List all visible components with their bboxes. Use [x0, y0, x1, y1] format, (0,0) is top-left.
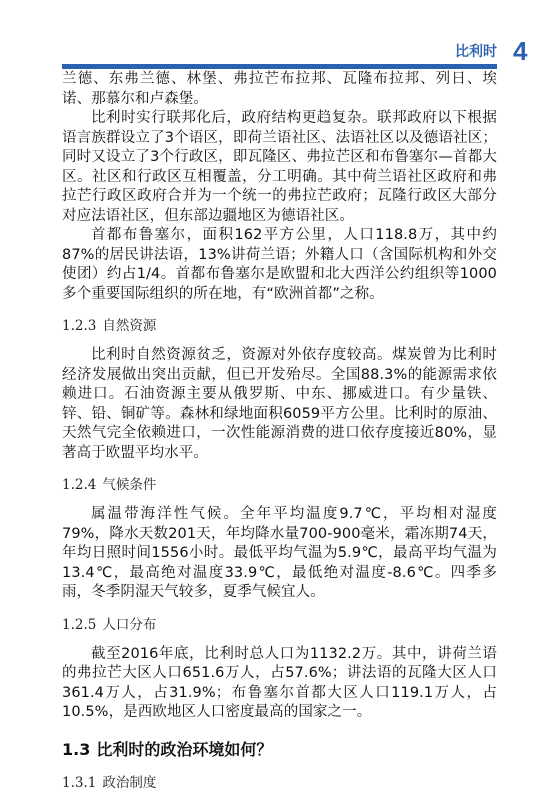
section-heading-political-environment [62, 739, 497, 761]
subsection-heading-political-system [62, 774, 497, 792]
paragraph-brussels: 首都布鲁塞尔，面积162平方公里，人口118.8万，其中约87%的居民讲法语，13%讲荷兰语；外籍人口（含国际机构和外交使团）约占1/4。首都布鲁塞尔是欧盟和北大西洋公约组织等1000多个重要国际组织的所在地，有“欧洲首都”之称。 [62, 227, 497, 302]
paragraph-federal-structure: 比利时实行联邦化后，政府结构更趋复杂。联邦政府以下根据语言族群设立了3个语区，即荷兰语社区、法语社区以及德语社区；同时又设立了3个行政区，即瓦隆区、弗拉芒区和布鲁塞尔—首都大区。社区和行政区互相覆盖，分工明确。其中荷兰语社区政府和弗拉芒行政区政府合并为一个统一的弗拉芒政府；瓦隆行政区大部分对应法语社区，但东部边疆地区为德语社区。 [62, 110, 497, 224]
section-number: 1.3 [62, 739, 91, 759]
page-number: 4 [513, 36, 528, 66]
subsection-heading-climate [62, 476, 497, 494]
subsection-heading-population [62, 616, 497, 634]
paragraph-climate: 属温带海洋性气候。全年平均温度9.7℃，平均相对湿度79%，降水天数201天，年均降水量700-900毫米，霜冻期74天，年均日照时间1556小时。最低平均气温为5.9℃，最高平均气温为13.4℃，最高绝对温度33.9℃，最低绝对温度-8.6℃。四季多雨，冬季阴湿天气较多，夏季气候宜人。 [62, 506, 497, 600]
subsection-number: 1.2.3 [62, 318, 97, 334]
subsection-title: 气候条件 [102, 477, 157, 493]
subsection-title: 人口分布 [102, 616, 157, 633]
subsection-number: 1.2.4 [62, 477, 97, 493]
subsection-title: 政治制度 [102, 774, 157, 791]
subsection-number: 1.3.1 [62, 774, 97, 791]
paragraph-provinces-continued: 兰德、东弗兰德、林堡、弗拉芒布拉邦、瓦隆布拉邦、列日、埃诺、那慕尔和卢森堡。 [62, 71, 497, 107]
section-title: 比利时的政治环境如何？ [96, 739, 273, 759]
paragraph-natural-resources: 比利时自然资源贫乏，资源对外依存度较高。煤炭曾为比利时经济发展做出突出贡献，但已开发殆尽。全国88.3%的能源需求依赖进口。石油资源主要从俄罗斯、中东、挪威进口。有少量铁、锌、铅、铜矿等。森林和绿地面积6059平方公里。比利时的原油、天然气完全依赖进口，一次性能源消费的进口依存度接近80%，显著高于欧盟平均水平。 [62, 347, 497, 461]
page-content [62, 70, 497, 803]
running-title: 比利时 [455, 44, 497, 60]
subsection-heading-natural-resources [62, 317, 497, 335]
paragraph-population: 截至2016年底，比利时总人口为1132.2万。其中，讲荷兰语的弗拉芒大区人口651.6万人，占57.6%；讲法语的瓦隆大区人口361.4万人，占31.9%；布鲁塞尔首都大区人口119.1万人，占10.5%，是西欧地区人口密度最高的国家之一。 [62, 645, 497, 720]
subsection-number: 1.2.5 [62, 616, 97, 633]
subsection-title: 自然资源 [102, 318, 157, 334]
header-rule [62, 64, 497, 69]
